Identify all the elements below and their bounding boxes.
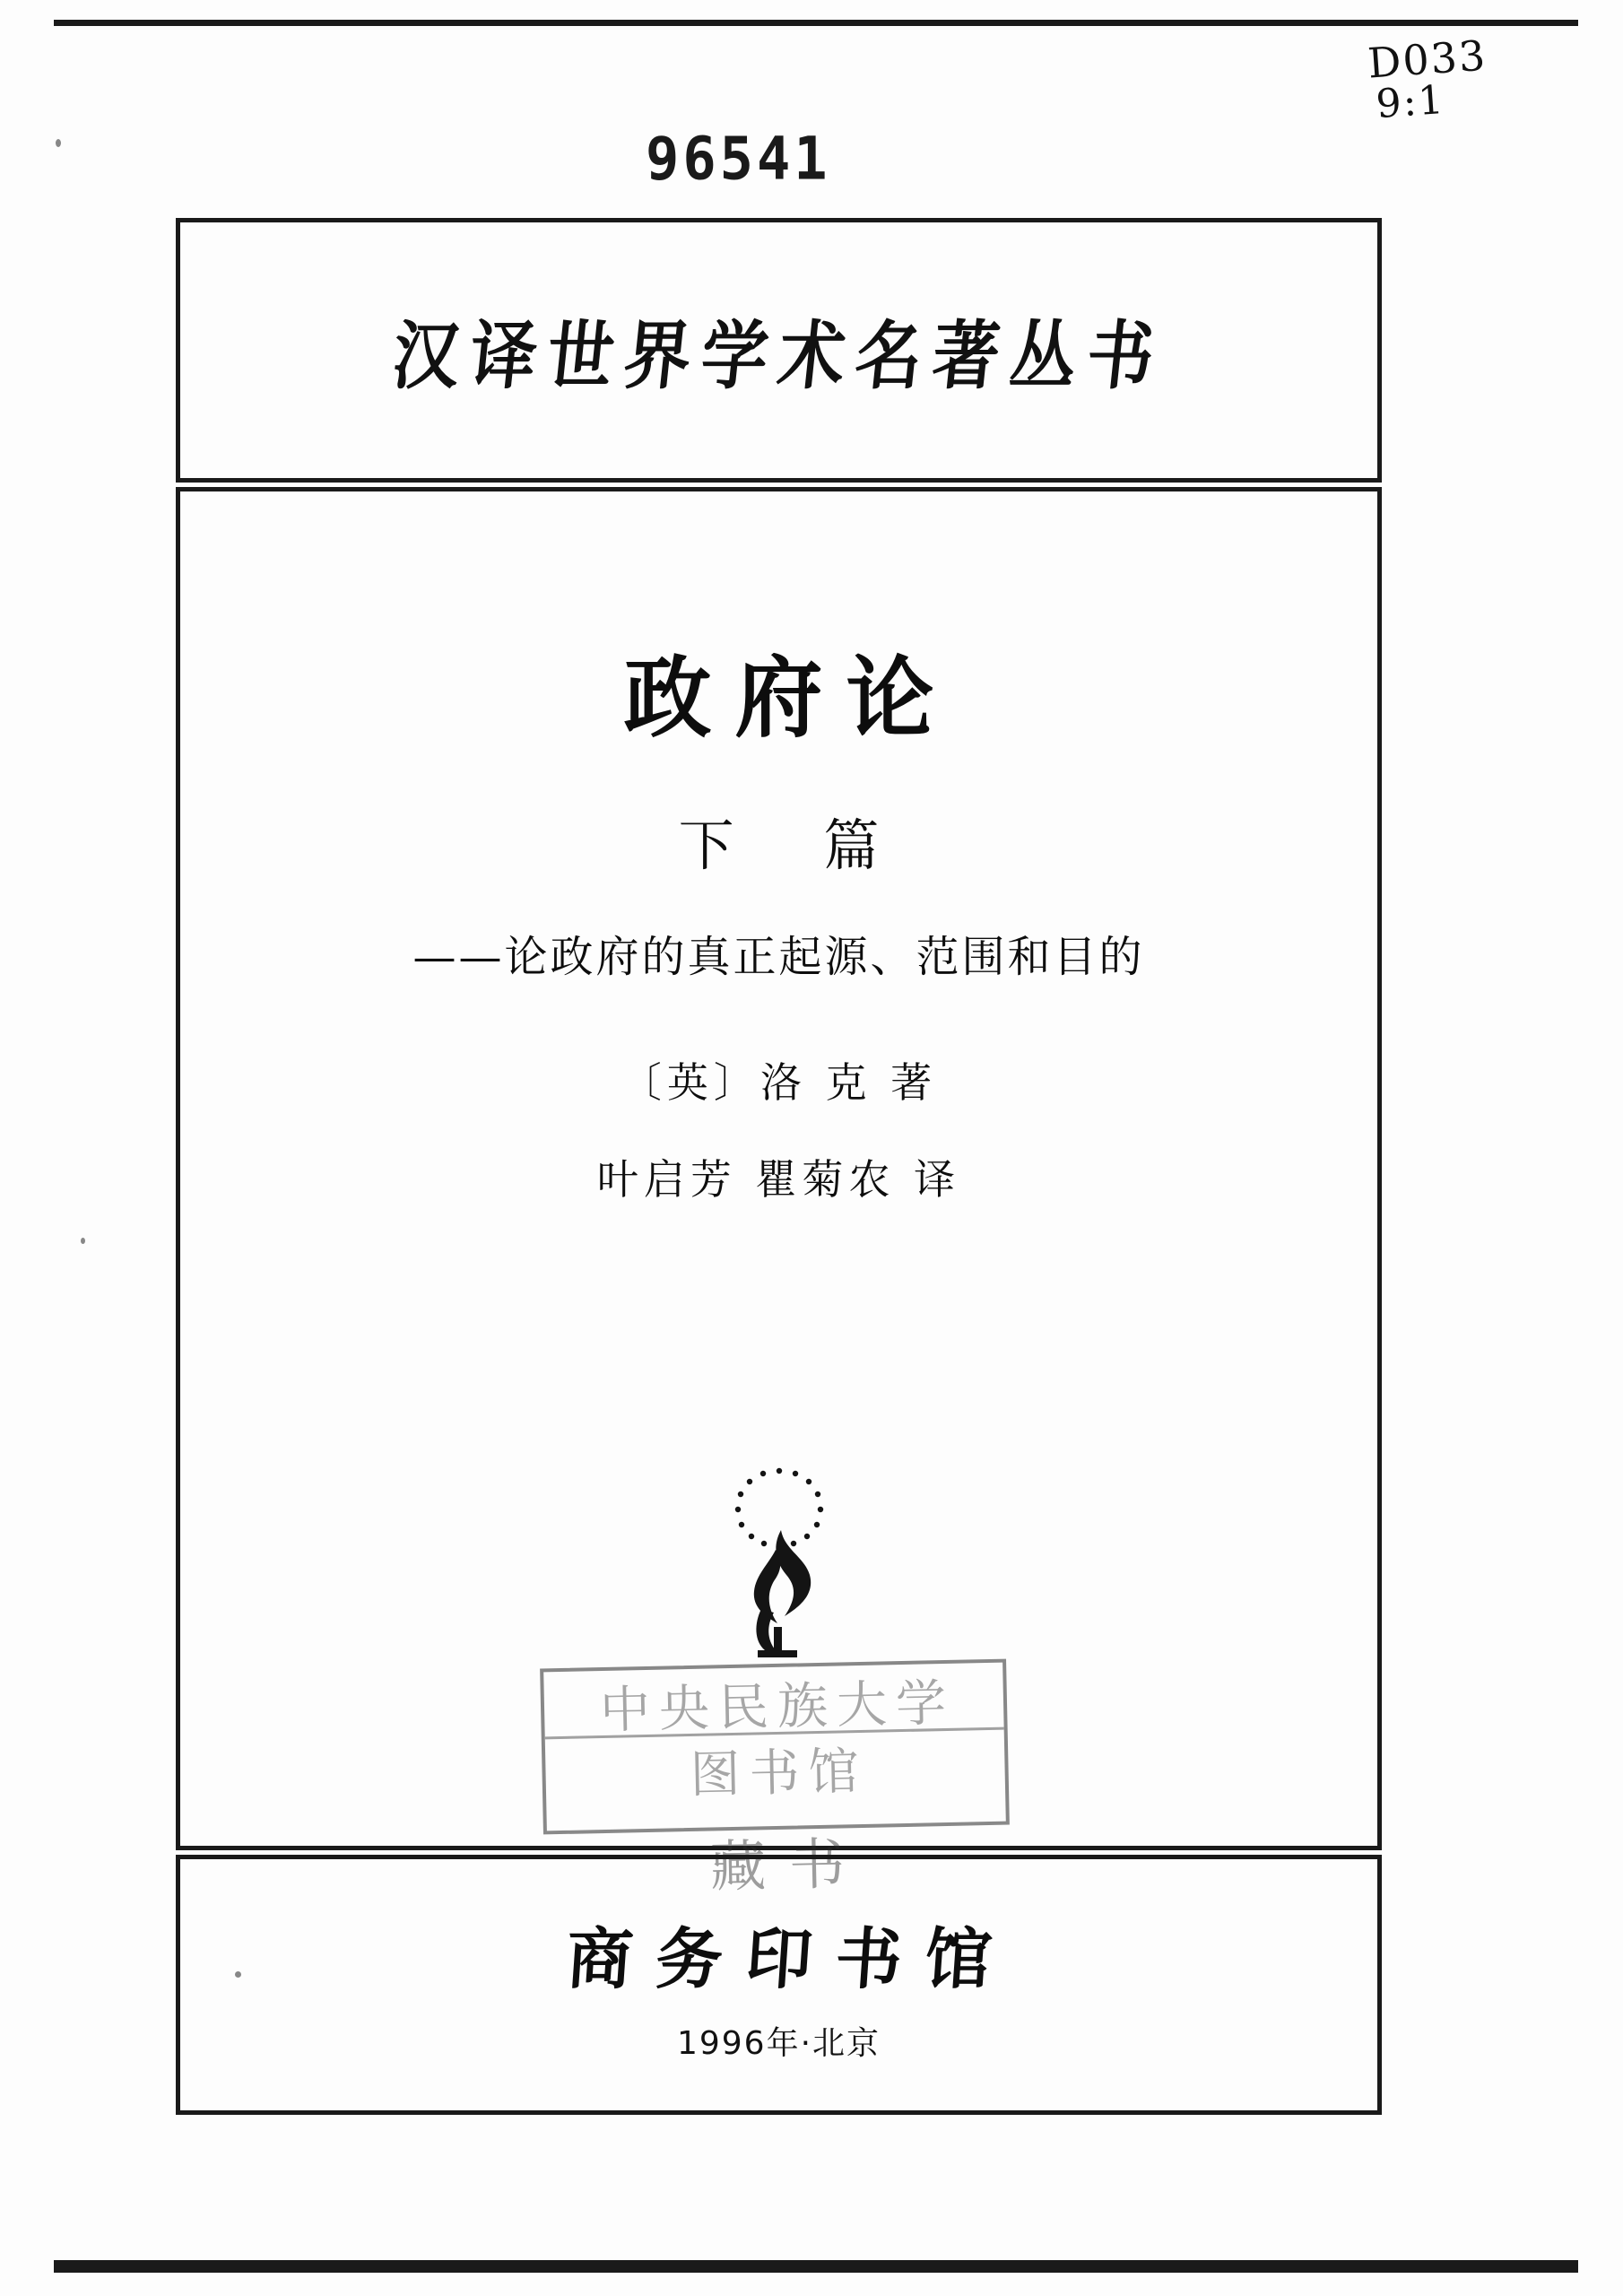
scan-speck xyxy=(56,139,61,147)
scan-speck xyxy=(235,1971,241,1978)
series-title-box xyxy=(176,218,1382,483)
author-line: 〔英〕洛 克 著 xyxy=(620,1058,938,1107)
book-part-label: 下 篇 xyxy=(678,813,916,878)
translator-line: 叶启芳 瞿菊农 译 xyxy=(596,1155,961,1204)
publisher-name: 商务印书馆 xyxy=(563,1920,1018,1998)
accession-number-stamp: 96541 xyxy=(646,123,831,194)
library-stamp-line-2: 图书馆 xyxy=(689,1742,869,1805)
bottom-rule xyxy=(54,2260,1578,2273)
call-number-line-1: D033 xyxy=(1366,30,1489,88)
title-block-box xyxy=(176,487,1382,1850)
scan-speck xyxy=(81,1238,85,1244)
book-subtitle: ——论政府的真正起源、范围和目的 xyxy=(412,932,1145,982)
torch-emblem xyxy=(699,1415,860,1684)
library-stamp-line-1: 中央民族大学 xyxy=(599,1674,956,1741)
publication-date: 1996年·北京 xyxy=(676,2024,881,2062)
library-stamp-line-3: 藏书 xyxy=(709,1831,869,1900)
library-ownership-stamp xyxy=(540,1659,1010,1835)
publisher-box xyxy=(176,1855,1382,2115)
handwritten-call-number xyxy=(1366,30,1491,128)
call-number-line-2: 9:1 xyxy=(1375,77,1447,128)
top-rule xyxy=(54,20,1578,26)
series-title: 汉译世界学术名著丛书 xyxy=(387,313,1168,400)
page-title: 政府论 xyxy=(623,647,958,750)
